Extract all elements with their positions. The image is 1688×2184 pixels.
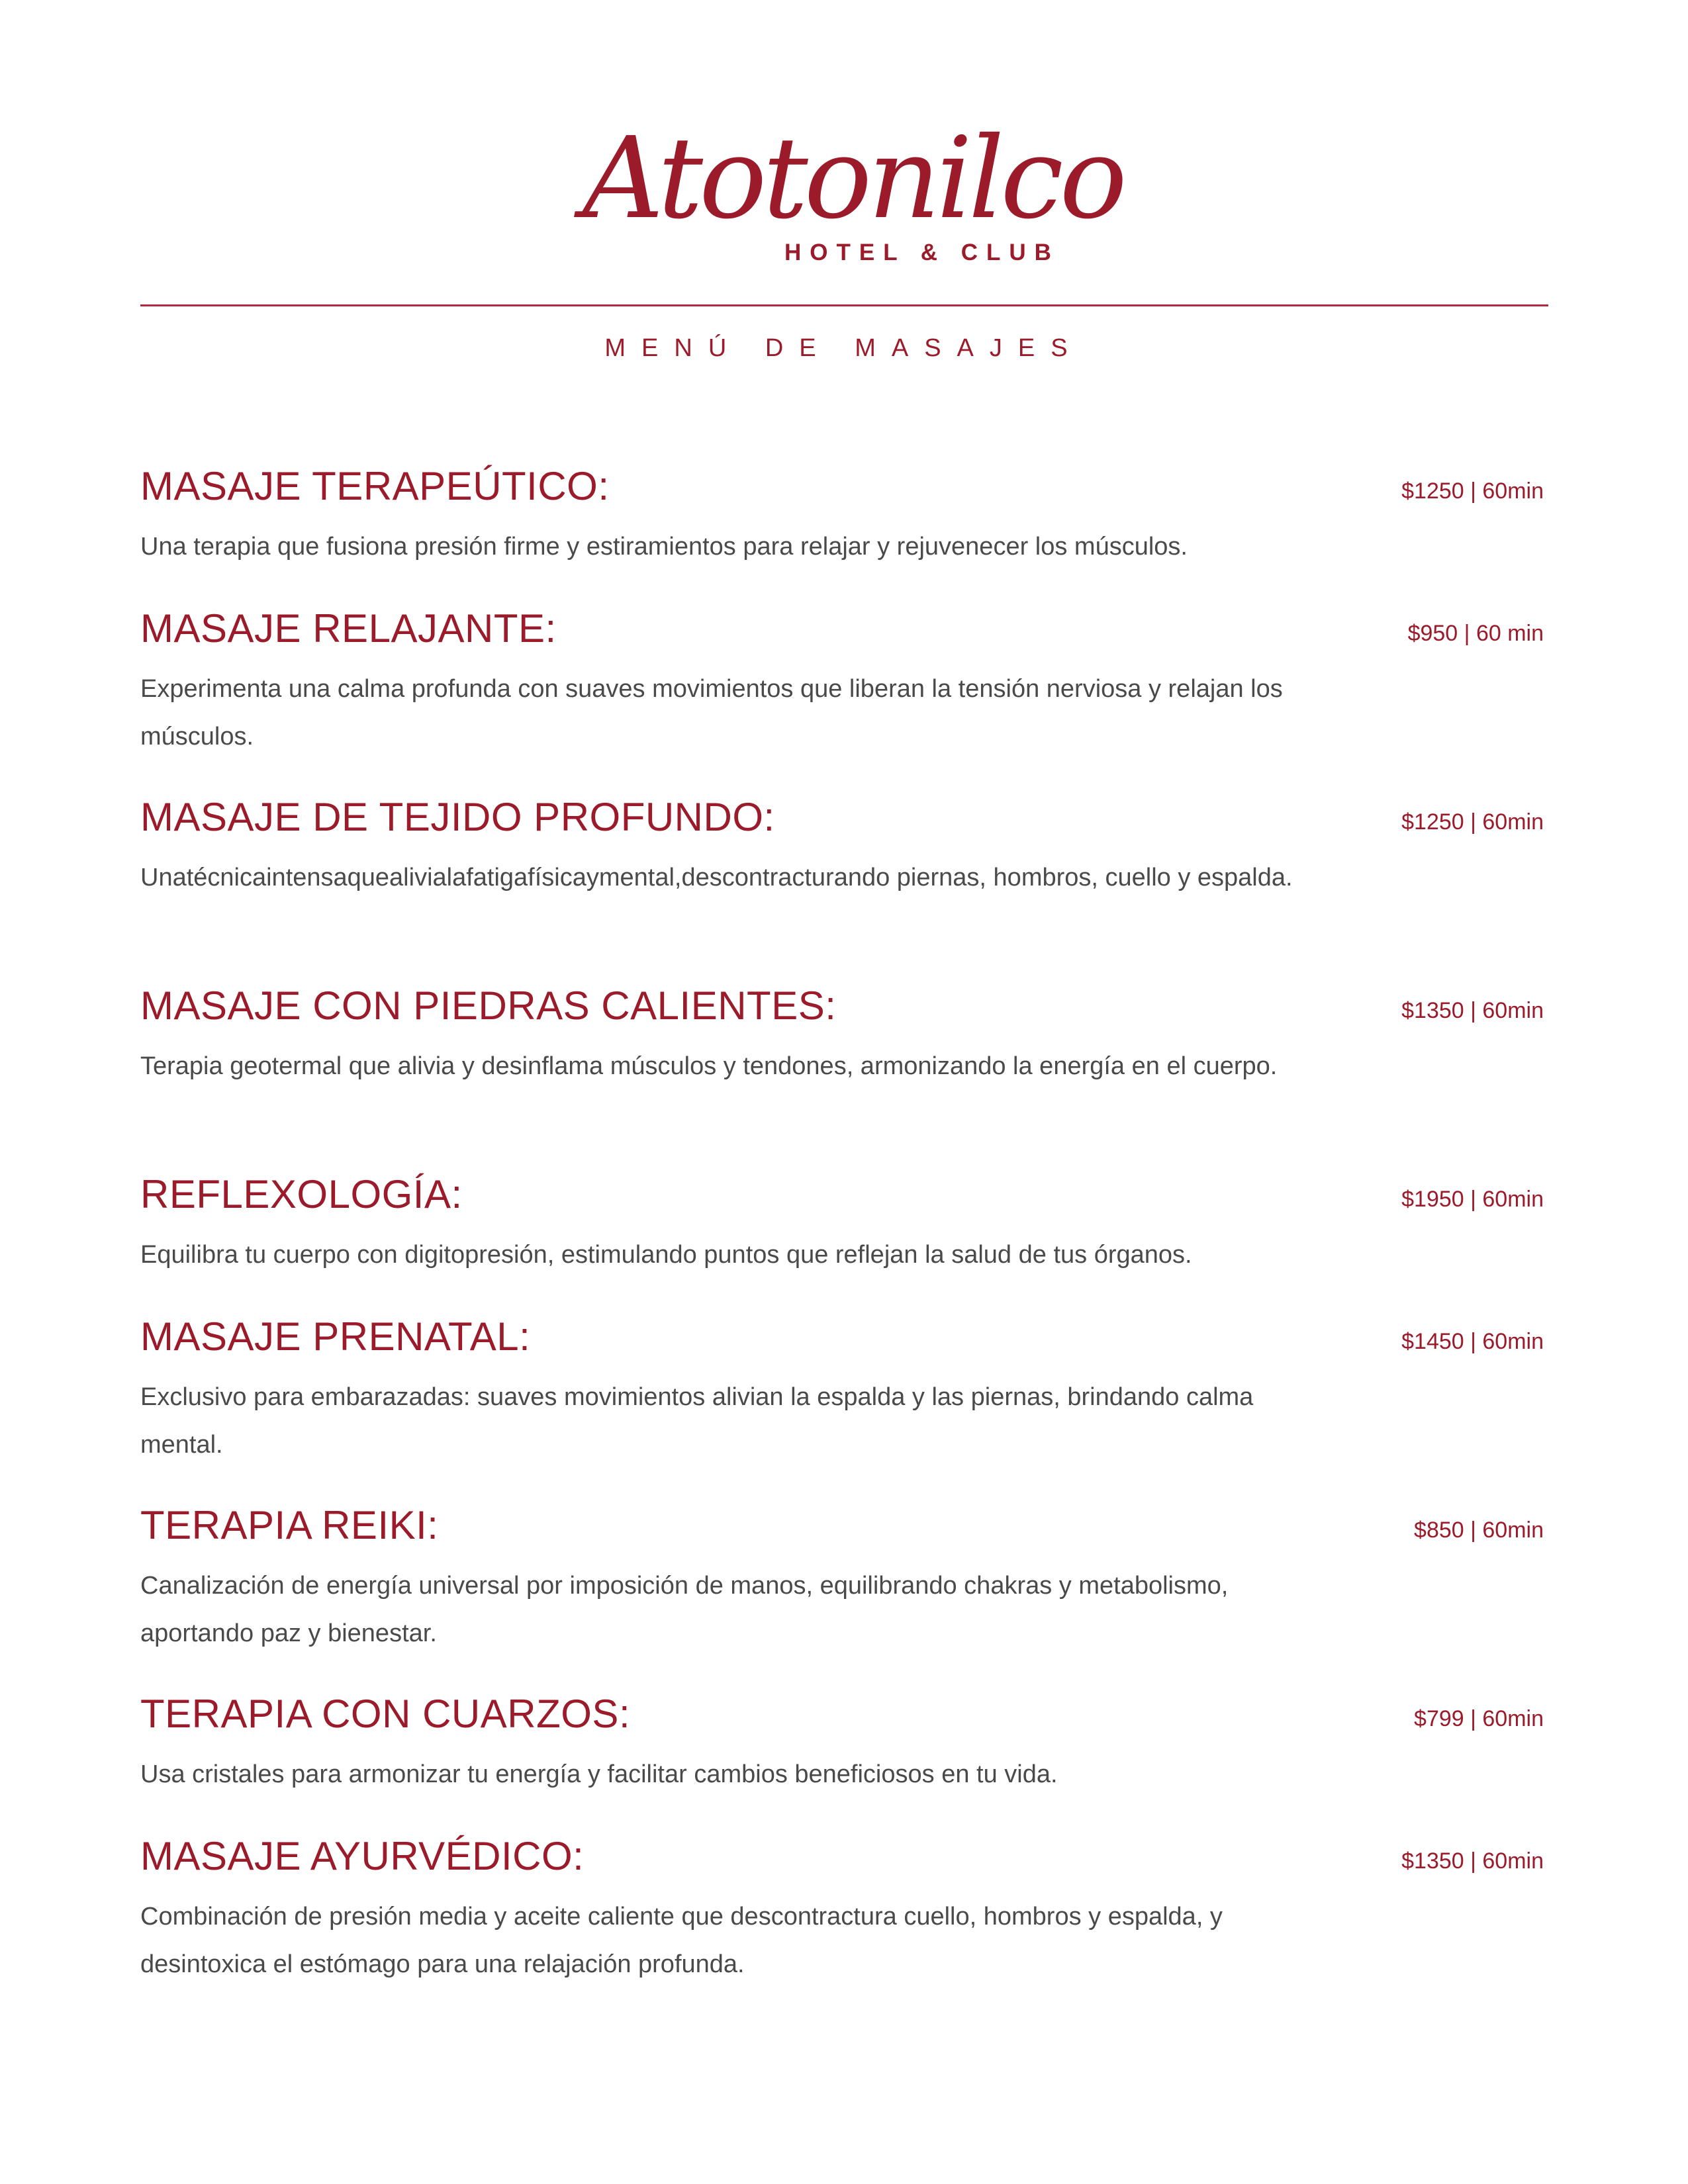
header-divider	[140, 304, 1548, 306]
item-name: MASAJE PRENATAL:	[140, 1314, 531, 1359]
item-description: Combinación de presión media y aceite caliente que descontractura cuello, hombros y espalda, y desintoxica el estómago para una relajación profunda.	[140, 1903, 1223, 1978]
item-name: REFLEXOLOGÍA:	[140, 1172, 463, 1216]
item-description: Unatécnicaintensaquealivialafatigafísicaymental,descontracturando piernas, hombros, cuello y espalda.	[140, 864, 1293, 891]
item-price: $950 | 60 min	[1407, 621, 1544, 646]
logo-subtitle: HOTEL & CLUB	[784, 240, 1060, 265]
item-description: Canalización de energía universal por imposición de manos, equilibrando chakras y metabolismo, aportando paz y bienestar.	[140, 1572, 1229, 1647]
item-description: Terapia geotermal que alivia y desinflama músculos y tendones, armonizando la energía en el cuerpo.	[140, 1052, 1278, 1080]
item-price: $1450 | 60min	[1401, 1329, 1544, 1354]
item-price: $1250 | 60min	[1401, 478, 1544, 504]
item-price: $1950 | 60min	[1401, 1187, 1544, 1212]
item-price: $1350 | 60min	[1401, 1848, 1544, 1874]
logo-script-wordmark: Atotonilco	[583, 113, 1123, 244]
item-name: MASAJE CON PIEDRAS CALIENTES:	[140, 983, 837, 1028]
item-price: $1350 | 60min	[1401, 998, 1544, 1023]
item-description: Usa cristales para armonizar tu energía y facilitar cambios beneficiosos en tu vida.	[140, 1760, 1058, 1788]
item-price: $1250 | 60min	[1401, 809, 1544, 835]
item-name: MASAJE DE TEJIDO PROFUNDO:	[140, 795, 775, 839]
item-price: $850 | 60min	[1414, 1518, 1544, 1543]
item-name: MASAJE AYURVÉDICO:	[140, 1834, 585, 1878]
item-name: MASAJE TERAPEÚTICO:	[140, 464, 610, 508]
item-description: Una terapia que fusiona presión firme y estiramientos para relajar y rejuvenecer los músculos.	[140, 533, 1188, 561]
page-title: MENÚ DE MASAJES	[604, 334, 1084, 362]
item-price: $799 | 60min	[1414, 1706, 1544, 1731]
item-name: MASAJE RELAJANTE:	[140, 606, 557, 651]
item-name: TERAPIA CON CUARZOS:	[140, 1692, 631, 1736]
item-description: Equilibra tu cuerpo con digitopresión, estimulando puntos que reflejan la salud de tus órganos.	[140, 1241, 1192, 1269]
item-description: Experimenta una calma profunda con suaves movimientos que liberan la tensión nerviosa y relajan los músculos.	[140, 675, 1283, 751]
item-description: Exclusivo para embarazadas: suaves movimientos alivian la espalda y las piernas, brindando calma mental.	[140, 1383, 1254, 1459]
item-name: TERAPIA REIKI:	[140, 1503, 439, 1547]
